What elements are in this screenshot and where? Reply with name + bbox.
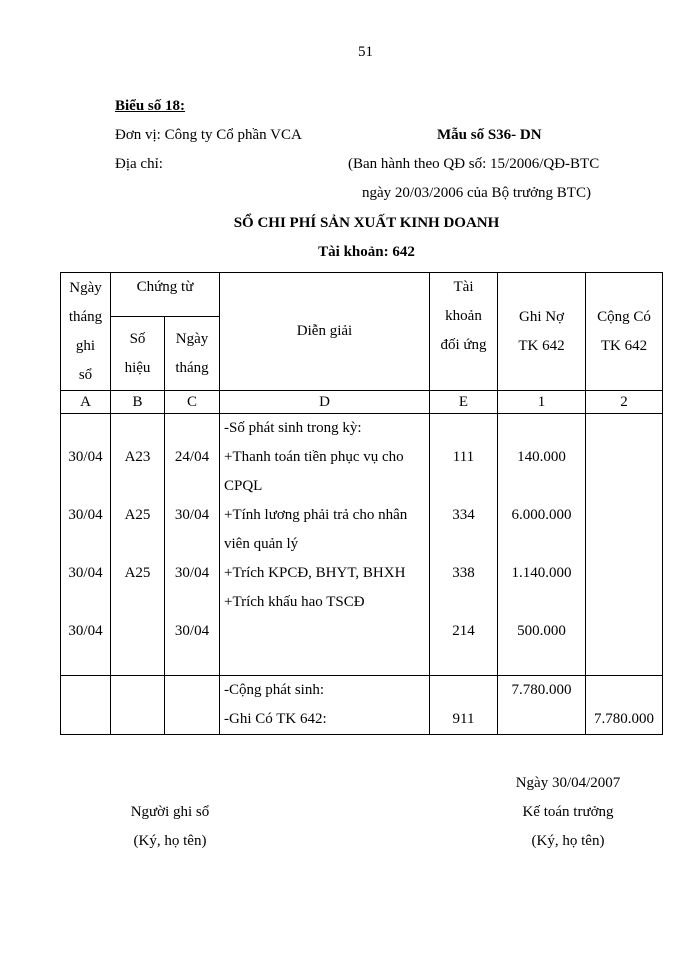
col-code: 2 [586,391,663,414]
right-sign-note: (Ký, họ tên) [531,833,605,849]
ledger-cell: A25 [124,565,151,581]
col-code: B [111,391,165,414]
ledger-cell: 30/04 [174,507,210,523]
unit-line: Đơn vị: Công ty Cổ phần VCA [115,127,302,143]
body-col-voucher-no [111,414,165,676]
ledger-cell: 30/04 [174,623,210,639]
ledger-cell: 7.780.000 [594,711,654,727]
ledger-cell [586,414,662,443]
ledger-cell [220,617,429,646]
col-code: E [430,391,498,414]
total-col-debit [498,676,586,735]
ledger-cell [220,646,429,675]
ledger-cell: -Số phát sinh trong kỳ: [224,420,362,436]
body-col-date [61,414,111,676]
address-line: Địa chỉ: [115,156,163,172]
right-signer-title: Kế toán trưởng [522,804,614,820]
ledger-cell [111,705,164,734]
ledger-cell [165,472,219,501]
ledger-cell [61,676,110,705]
ledger-cell [586,501,662,530]
col-code: C [165,391,220,414]
body-col-debit [498,414,586,676]
col-code: 1 [498,391,586,414]
body-col-voucher-date [165,414,220,676]
ledger-cell: +Trích khấu hao TSCĐ [224,594,365,610]
ledger-cell [165,646,219,675]
ledger-cell [61,530,110,559]
ledger-cell: 140.000 [517,449,566,465]
ledger-cell [430,646,497,675]
ledger-cell [111,588,164,617]
header-description: Diễn giải [220,273,430,391]
ledger-cell [430,530,497,559]
page-number: 51 [358,44,373,60]
ledger-cell: 500.000 [517,623,566,639]
form-code: Mẫu số S36- DN [437,127,542,143]
ledger-cell [430,588,497,617]
ledger-cell: 30/04 [68,623,103,639]
ledger-cell [586,646,662,675]
ledger-cell: A23 [124,449,151,465]
ledger-cell: +Tính lương phải trả cho nhân [224,507,408,523]
ledger-cell [111,472,164,501]
ledger-cell [111,676,164,705]
total-col-contra-account [430,676,498,735]
ledger-cell [111,414,164,443]
total-col-credit [586,676,663,735]
ledger-cell [111,530,164,559]
ledger-cell [586,676,662,705]
ledger-cell: 30/04 [68,565,103,581]
ledger-cell [586,443,662,472]
ledger-cell [61,414,110,443]
left-signer-title: Người ghi sổ [130,804,210,820]
ledger-cell: 30/04 [174,565,210,581]
ledger-cell [586,617,662,646]
ledger-cell [61,646,110,675]
ledger-cell: 214 [452,623,475,639]
form-label: Biểu số 18: [115,98,186,114]
ledger-cell: 30/04 [68,449,103,465]
ledger-cell [61,705,110,734]
ledger-cell: +Trích KPCĐ, BHYT, BHXH [224,565,406,581]
ledger-cell: 30/04 [68,507,103,523]
ledger-cell [498,414,585,443]
col-code: A [61,391,111,414]
ledger-cell [498,646,585,675]
ledger-cell: -Ghi Có TK 642: [224,711,327,727]
ledger-cell [586,588,662,617]
issued-line-1: (Ban hành theo QĐ số: 15/2006/QĐ-BTC [348,156,600,172]
ledger-cell: 24/04 [174,449,210,465]
ledger-cell [498,705,585,734]
ledger-cell: 911 [452,711,475,727]
ledger-cell [498,588,585,617]
ledger-cell [165,414,219,443]
ledger-cell [586,472,662,501]
ledger-cell [430,414,497,443]
sign-date: Ngày 30/04/2007 [515,775,621,791]
ledger-cell: +Thanh toán tiền phục vụ cho [224,449,404,465]
ledger-cell: 1.140.000 [511,565,572,581]
ledger-cell: 7.780.000 [511,682,572,698]
ledger-cell: 334 [452,507,475,523]
header-date: Ngày tháng ghi sổ [61,273,111,391]
ledger-cell: -Cộng phát sinh: [224,682,324,698]
expense-ledger-table [60,272,663,735]
body-col-description [220,414,430,676]
ledger-cell: CPQL [224,478,263,494]
issued-line-2: ngày 20/03/2006 của Bộ trưởng BTC) [362,185,591,201]
ledger-cell [165,588,219,617]
header-voucher: Chứng từ [111,273,220,317]
ledger-cell [430,472,497,501]
ledger-cell [111,617,164,646]
header-contra-account: Tài khoản đối ứng [430,273,498,391]
total-col-voucher-date [165,676,220,735]
col-code: D [220,391,430,414]
ledger-cell: 6.000.000 [511,507,572,523]
ledger-cell [61,472,110,501]
header-voucher-date: Ngày tháng [165,317,220,391]
header-credit: Cộng Có TK 642 [586,273,663,391]
body-col-credit [586,414,663,676]
ledger-cell [498,472,585,501]
account-label: Tài khoản: 642 [318,244,415,260]
ledger-cell: 338 [452,565,475,581]
ledger-cell [586,530,662,559]
total-col-description [220,676,430,735]
ledger-cell: 111 [452,449,475,465]
ledger-cell [165,530,219,559]
left-sign-note: (Ký, họ tên) [133,833,207,849]
ledger-cell [430,676,497,705]
ledger-cell [165,705,219,734]
body-col-contra-account [430,414,498,676]
total-col-voucher-no [111,676,165,735]
ledger-cell [586,559,662,588]
ledger-cell: A25 [124,507,151,523]
ledger-cell [165,676,219,705]
header-voucher-no: Số hiệu [111,317,165,391]
ledger-cell [498,530,585,559]
header-debit: Ghi Nợ TK 642 [498,273,586,391]
ledger-cell [111,646,164,675]
ledger-title: SỔ CHI PHÍ SẢN XUẤT KINH DOANH [233,215,500,231]
ledger-cell: viên quản lý [224,536,299,552]
ledger-cell [61,588,110,617]
total-col-date [61,676,111,735]
